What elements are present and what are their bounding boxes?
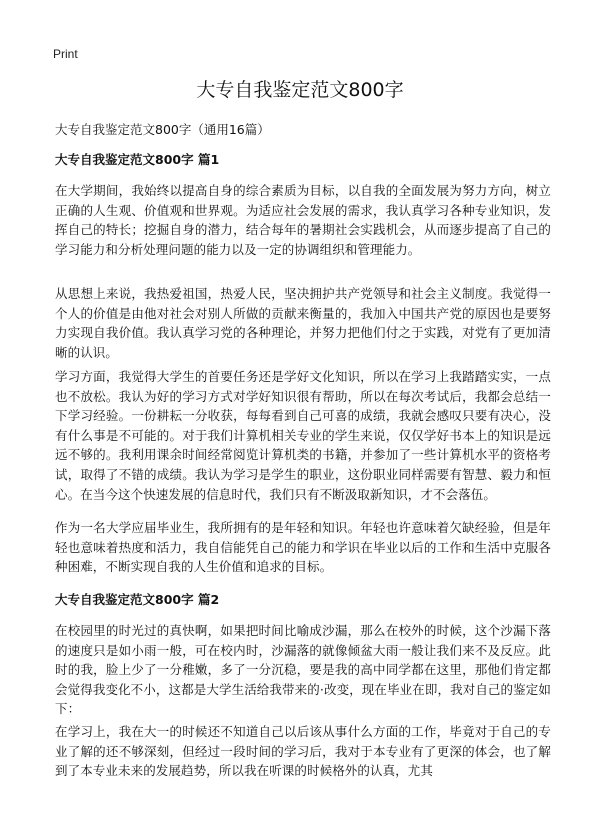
section-heading-2: 大专自我鉴定范文800字 篇2 [55,592,220,607]
document-title: 大专自我鉴定范文800字 [196,79,404,101]
paragraph: 学习方面，我觉得大学生的首要任务还是学好文化知识，所以在学习上我踏踏实实，一点也不放松。我认为好的学习方式对学好知识很有帮助，所以在每次考试后，我都会总结一下学习经验。一份耕耘一分收获，每每看到自己可喜的成绩，我就会感叹只要有决心，没有什么事是不可能的。对于我们计算机相关专业的学生来说，仅仅学好书本上的知识是远远不够的。我利用课余时间经常阅览计算机类的书籍，并参加了一些计算机水平的资格考试，取得了不错的成绩。我认为学习是学生的职业，这份职业同样需要有智慧、毅力和恒心。在当今这个快速发展的信息时代，我们只有不断汲取新知识，才不会落伍。 [55,369,551,502]
paragraph: 在大学期间，我始终以提高自身的综合素质为目标，以自我的全面发展为努力方向，树立正确的人生观、价值观和世界观。为适应社会发展的需求，我认真学习各种专业知识，发挥自己的特长；挖掘自身的潜力，结合每年的暑期社会实践机会，从而逐步提高了自己的学习能力和分析处理问题的能力以及一定的协调组织和管理能力。 [55,183,551,257]
paragraph: 从思想上来说，我热爱祖国，热爱人民，坚决拥护共产党领导和社会主义制度。我觉得一个人的价值是由他对社会对别人所做的贡献来衡量的，我加入中国共产党的原因也是要努力实现自我价值。我认真学习党的各种理论，并努力把他们付之于实践，对党有了更加清晰的认识。 [55,286,551,360]
print-label[interactable]: Print [53,47,78,61]
paragraph: 作为一名大学应届毕业生，我所拥有的是年轻和知识。年轻也许意味着欠缺经验，但是年轻也意味着热度和活力，我自信能凭自己的能力和学识在毕业以后的工作和生活中克服各种困难，不断实现自我的人生价值和追求的目标。 [55,520,551,575]
document-subtitle: 大专自我鉴定范文800字（通用16篇） [55,122,270,137]
section-heading-1: 大专自我鉴定范文800字 篇1 [55,152,220,167]
paragraph: 在校园里的时光过的真快啊，如果把时间比喻成沙漏，那么在校外的时候，这个沙漏下落的速度只是如小雨一般，可在校内时，沙漏落的就像倾盆大雨一般让我们来不及反应。此时的我，脸上少了一分稚嫩，多了一分沉稳，要是我的高中同学都在这里，那他们肯定都会觉得我变化不小，这都是大学生活给我带来的·改变，现在毕业在即，我对自己的鉴定如下： [55,623,551,717]
paragraph: 在学习上，我在大一的时候还不知道自己以后该从事什么方面的工作，毕竟对于自己的专业了解的还不够深刻，但经过一段时间的学习后，我对于本专业有了更深的体会，也了解到了本专业未来的发展趋势，所以我在听课的时候格外的认真，尤其 [55,724,551,779]
